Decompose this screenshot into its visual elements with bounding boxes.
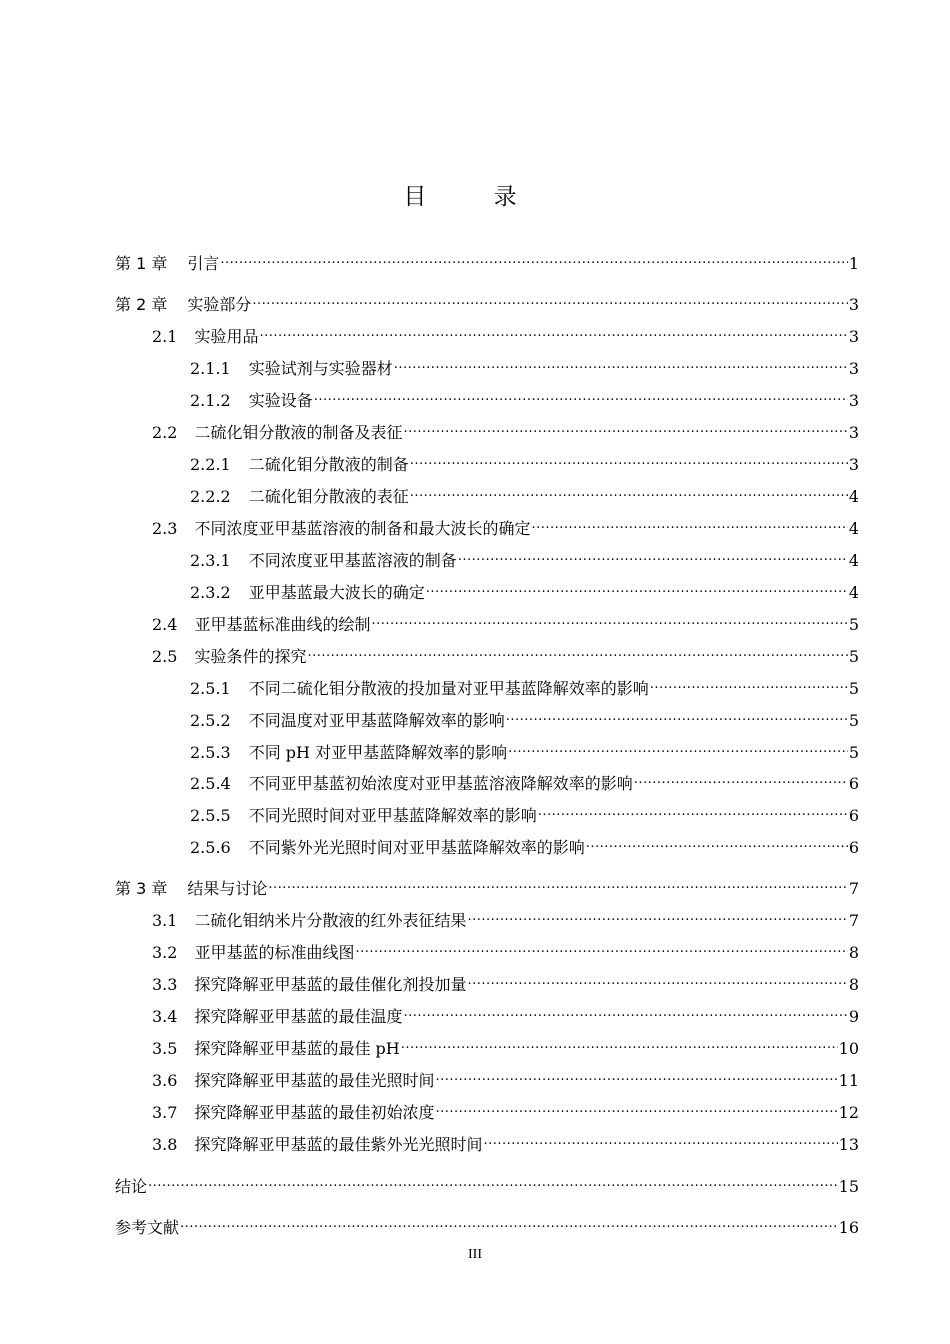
toc-entry[interactable] — [152, 512, 859, 538]
toc-leader-dots — [314, 384, 848, 406]
toc-entry-title: 探究降解亚甲基蓝的最佳催化剂投加量 — [194, 975, 467, 994]
page-number-footer: III — [468, 1247, 482, 1262]
toc-leader-dots — [531, 512, 847, 534]
toc-entry-number: 2.3 — [152, 519, 178, 538]
toc-entry-number: 第 1 章 — [115, 254, 168, 273]
toc-leader-dots — [394, 352, 848, 374]
toc-entry-page: 9 — [848, 1007, 859, 1026]
toc-entry-title: 实验部分 — [187, 295, 252, 314]
toc-entry-title: 实验设备 — [248, 391, 313, 410]
toc-entry-number: 3.1 — [152, 911, 178, 930]
toc-entry[interactable] — [190, 672, 859, 698]
toc-leader-dots — [259, 320, 847, 342]
toc-entry-page: 4 — [848, 487, 859, 506]
toc-entry-number: 3.7 — [152, 1103, 178, 1122]
toc-entry-page: 8 — [848, 975, 859, 994]
toc-entry-page: 13 — [838, 1135, 859, 1154]
toc-entry[interactable] — [115, 288, 859, 314]
toc-entry[interactable] — [190, 831, 859, 857]
toc-entry-number: 3.3 — [152, 975, 178, 994]
toc-leader-dots — [148, 1170, 838, 1192]
toc-leader-dots — [506, 704, 848, 726]
toc-leader-dots — [650, 672, 848, 694]
toc-entry-number: 2.3.1 — [190, 551, 231, 570]
toc-entry-title: 亚甲基蓝标准曲线的绘制 — [194, 615, 371, 634]
toc-entry[interactable] — [152, 1064, 859, 1090]
toc-entry-number: 3.5 — [152, 1039, 178, 1058]
toc-entry-title: 不同浓度亚甲基蓝溶液的制备和最大波长的确定 — [194, 519, 531, 538]
toc-entry-number: 2.1.1 — [190, 359, 231, 378]
toc-leader-dots — [586, 831, 848, 853]
toc-entry-title: 探究降解亚甲基蓝的最佳光照时间 — [194, 1071, 435, 1090]
toc-entry-page: 7 — [848, 911, 859, 930]
toc-entry-page: 6 — [848, 838, 859, 857]
toc-entry[interactable] — [152, 904, 859, 930]
toc-entry-number: 2.2 — [152, 423, 178, 442]
toc-entry[interactable] — [190, 799, 859, 825]
toc-entry-page: 1 — [848, 254, 859, 273]
toc-entry[interactable] — [115, 1170, 859, 1196]
toc-entry-title: 二硫化钼纳米片分散液的红外表征结果 — [194, 911, 467, 930]
toc-entry-page: 6 — [848, 806, 859, 825]
toc-entry[interactable] — [152, 936, 859, 962]
toc-entry-number: 第 3 章 — [115, 879, 168, 898]
toc-entry-page: 10 — [838, 1039, 859, 1058]
toc-entry-title: 不同亚甲基蓝初始浓度对亚甲基蓝溶液降解效率的影响 — [248, 774, 633, 793]
toc-entry-page: 11 — [838, 1071, 859, 1090]
toc-entry-number: 2.1.2 — [190, 391, 231, 410]
toc-entry-title: 实验试剂与实验器材 — [248, 359, 393, 378]
toc-leader-dots — [403, 416, 847, 438]
toc-leader-dots — [634, 767, 848, 789]
toc-entry-number: 2.5.6 — [190, 838, 231, 857]
toc-entry[interactable] — [115, 872, 859, 898]
toc-entry[interactable] — [152, 1000, 859, 1026]
toc-entry-page: 16 — [838, 1218, 859, 1237]
toc-entry[interactable] — [152, 1128, 859, 1154]
toc-entry-title: 结论 — [115, 1177, 148, 1196]
toc-entry-title: 参考文献 — [115, 1218, 180, 1237]
toc-leader-dots — [403, 1000, 847, 1022]
page-title: 目 录 — [403, 184, 547, 210]
toc-entry-number: 2.5.4 — [190, 774, 231, 793]
toc-entry-title: 不同二硫化钼分散液的投加量对亚甲基蓝降解效率的影响 — [248, 679, 649, 698]
toc-entry-title: 探究降解亚甲基蓝的最佳紫外光光照时间 — [194, 1135, 483, 1154]
toc-entry-page: 5 — [848, 711, 859, 730]
toc-entry[interactable] — [152, 416, 859, 442]
toc-entry[interactable] — [190, 384, 859, 410]
toc-leader-dots — [355, 936, 847, 958]
toc-entry[interactable] — [190, 448, 859, 474]
toc-entry-title: 二硫化钼分散液的制备及表征 — [194, 423, 403, 442]
toc-entry[interactable] — [115, 247, 859, 273]
toc-entry-number: 2.4 — [152, 615, 178, 634]
toc-entry-title: 不同紫外光光照时间对亚甲基蓝降解效率的影响 — [248, 838, 585, 857]
toc-entry-page: 4 — [848, 519, 859, 538]
toc-entry[interactable] — [190, 704, 859, 730]
toc-entry-number: 2.5.3 — [190, 743, 231, 762]
toc-entry-title: 二硫化钼分散液的表征 — [248, 487, 409, 506]
toc-entry-page: 5 — [848, 615, 859, 634]
toc-entry[interactable] — [152, 1032, 859, 1058]
toc-leader-dots — [435, 1096, 837, 1118]
toc-leader-dots — [268, 872, 847, 894]
toc-entry-number: 2.2.2 — [190, 487, 231, 506]
toc-entry-page: 5 — [848, 647, 859, 666]
toc-entry[interactable] — [190, 352, 859, 378]
toc-entry-number: 3.6 — [152, 1071, 178, 1090]
toc-entry-page: 3 — [848, 423, 859, 442]
toc-entry-title: 探究降解亚甲基蓝的最佳 pH — [194, 1039, 400, 1058]
toc-entry-number: 2.5.2 — [190, 711, 231, 730]
toc-entry-page: 5 — [848, 679, 859, 698]
toc-entry-page: 6 — [848, 774, 859, 793]
toc-entry-page: 7 — [848, 879, 859, 898]
toc-entry-page: 4 — [848, 551, 859, 570]
toc-entry[interactable] — [152, 1096, 859, 1122]
toc-leader-dots — [467, 968, 847, 990]
toc-leader-dots — [220, 247, 847, 269]
toc-entry-title: 亚甲基蓝的标准曲线图 — [194, 943, 355, 962]
toc-entry-number: 3.4 — [152, 1007, 178, 1026]
toc-leader-dots — [483, 1128, 837, 1150]
toc-entry-number: 3.8 — [152, 1135, 178, 1154]
toc-entry-title: 二硫化钼分散液的制备 — [248, 455, 409, 474]
toc-entry-title: 实验用品 — [194, 327, 259, 346]
toc-entry[interactable] — [190, 576, 859, 602]
toc-entry[interactable] — [190, 480, 859, 506]
toc-leader-dots — [435, 1064, 837, 1086]
toc-entry-number: 2.1 — [152, 327, 178, 346]
toc-entry-title: 引言 — [187, 254, 220, 273]
toc-entry[interactable] — [190, 767, 859, 793]
toc-entry-number: 2.5 — [152, 647, 178, 666]
toc-leader-dots — [410, 448, 848, 470]
toc-entry[interactable] — [115, 1211, 859, 1237]
toc-entry-title: 不同浓度亚甲基蓝溶液的制备 — [248, 551, 457, 570]
toc-entry[interactable] — [190, 736, 859, 762]
toc-entry-number: 2.2.1 — [190, 455, 231, 474]
toc-entry-title: 探究降解亚甲基蓝的最佳初始浓度 — [194, 1103, 435, 1122]
toc-leader-dots — [401, 1032, 838, 1054]
toc-entry-title: 不同光照时间对亚甲基蓝降解效率的影响 — [248, 806, 537, 825]
toc-entry[interactable] — [152, 968, 859, 994]
toc-entry-page: 15 — [838, 1177, 859, 1196]
toc-entry-title: 不同 pH 对亚甲基蓝降解效率的影响 — [248, 743, 508, 762]
toc-leader-dots — [458, 544, 848, 566]
toc-leader-dots — [307, 640, 847, 662]
toc-leader-dots — [252, 288, 847, 310]
toc-entry[interactable] — [190, 544, 859, 570]
toc-entry[interactable] — [152, 608, 859, 634]
toc-entry[interactable] — [152, 320, 859, 346]
toc-entry-title: 探究降解亚甲基蓝的最佳温度 — [194, 1007, 403, 1026]
toc-leader-dots — [508, 736, 848, 758]
toc-entry-page: 8 — [848, 943, 859, 962]
toc-entry-page: 3 — [848, 391, 859, 410]
toc-entry-page: 5 — [848, 743, 859, 762]
toc-entry-number: 3.2 — [152, 943, 178, 962]
toc-entry-number: 2.5.5 — [190, 806, 231, 825]
toc-entry-page: 3 — [848, 295, 859, 314]
toc-entry-number: 2.5.1 — [190, 679, 231, 698]
toc-entry[interactable] — [152, 640, 859, 666]
toc-leader-dots — [371, 608, 847, 630]
toc-entry-title: 亚甲基蓝最大波长的确定 — [248, 583, 425, 602]
toc-leader-dots — [538, 799, 848, 821]
toc-entry-title: 实验条件的探究 — [194, 647, 307, 666]
toc-entry-page: 4 — [848, 583, 859, 602]
toc-leader-dots — [426, 576, 848, 598]
toc-entry-number: 第 2 章 — [115, 295, 168, 314]
toc-entry-page: 3 — [848, 455, 859, 474]
toc-entry-title: 不同温度对亚甲基蓝降解效率的影响 — [248, 711, 505, 730]
toc-entry-page: 12 — [838, 1103, 859, 1122]
toc-entry-title: 结果与讨论 — [187, 879, 268, 898]
toc-entry-number: 2.3.2 — [190, 583, 231, 602]
toc-entry-page: 3 — [848, 359, 859, 378]
toc-leader-dots — [180, 1211, 838, 1233]
toc-leader-dots — [410, 480, 848, 502]
toc-leader-dots — [467, 904, 847, 926]
toc-entry-page: 3 — [848, 327, 859, 346]
